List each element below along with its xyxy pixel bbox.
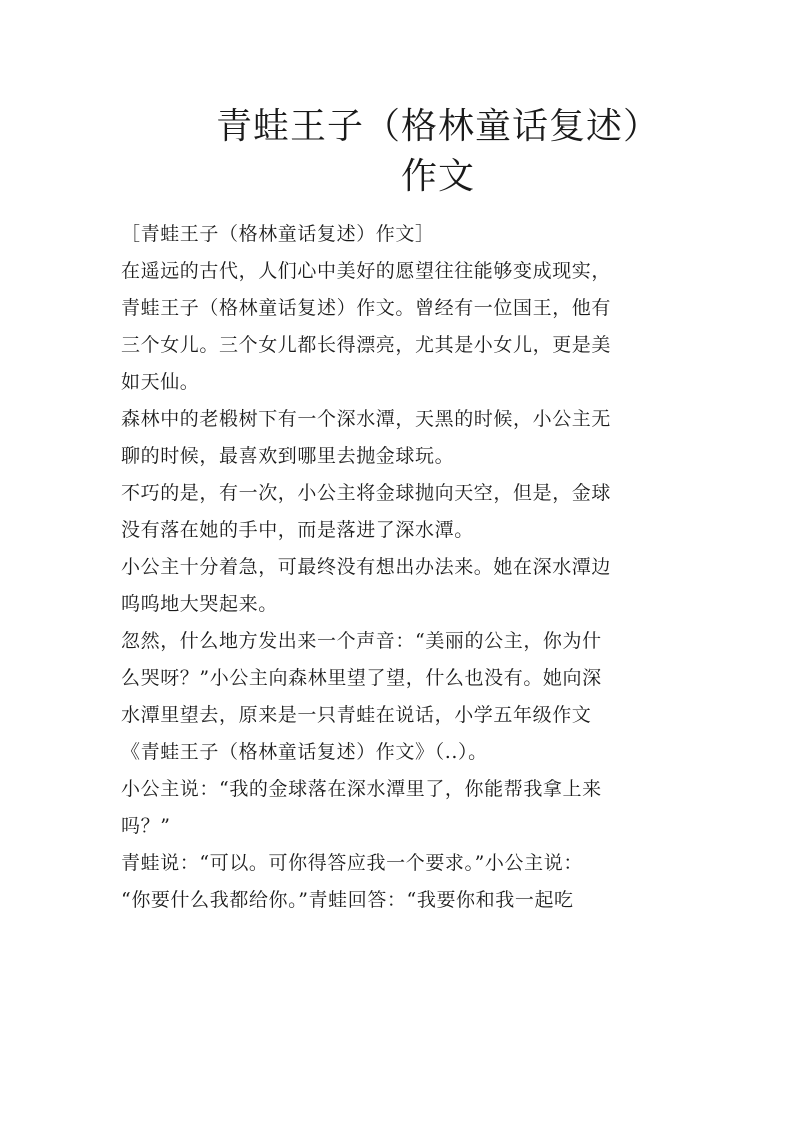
text-line: ［青蛙王子（格林童话复述）作文］ (121, 223, 435, 245)
text-line: 《青蛙王子（格林童话复述）作文》（..）。 (121, 741, 488, 763)
text-line: 没有落在她的手中，而是落进了深水潭。 (121, 519, 474, 541)
text-line: “你要什么我都给你。”青蛙回答：“我要你和我一起吃 (121, 889, 574, 911)
document-title-line-1: 青蛙王子（格林童话复述） (215, 106, 660, 147)
text-line: 森林中的老椴树下有一个深水潭，天黑的时候，小公主无 (121, 408, 612, 430)
text-line: 小公主说：“我的金球落在深水潭里了，你能帮我拿上来 (121, 778, 602, 800)
text-line: 吗？” (121, 815, 171, 837)
text-line: 聊的时候，最喜欢到哪里去抛金球玩。 (121, 445, 455, 467)
text-line: 呜呜地大哭起来。 (121, 593, 278, 615)
text-line: 青蛙王子（格林童话复述）作文。曾经有一位国王，他有 (121, 297, 612, 319)
text-line: 三个女儿。三个女儿都长得漂亮，尤其是小女儿，更是美 (121, 334, 612, 356)
document-title-line-2: 作文 (400, 156, 475, 197)
document-body (121, 216, 681, 919)
text-line: 不巧的是，有一次，小公主将金球抛向天空，但是，金球 (121, 482, 612, 504)
text-line: 忽然，什么地方发出来一个声音：“美丽的公主，你为什 (121, 630, 602, 652)
text-line: 水潭里望去，原来是一只青蛙在说话，小学五年级作文 (121, 704, 592, 726)
body-text (121, 216, 681, 919)
text-line: 在遥远的古代，人们心中美好的愿望往往能够变成现实， (121, 260, 612, 282)
text-line: 小公主十分着急，可最终没有想出办法来。她在深水潭边 (121, 556, 612, 578)
text-line: 么哭呀？”小公主向森林里望了望，什么也没有。她向深 (121, 667, 602, 689)
text-line: 青蛙说：“可以。可你得答应我一个要求。”小公主说： (121, 852, 583, 874)
text-line: 如天仙。 (121, 371, 200, 393)
